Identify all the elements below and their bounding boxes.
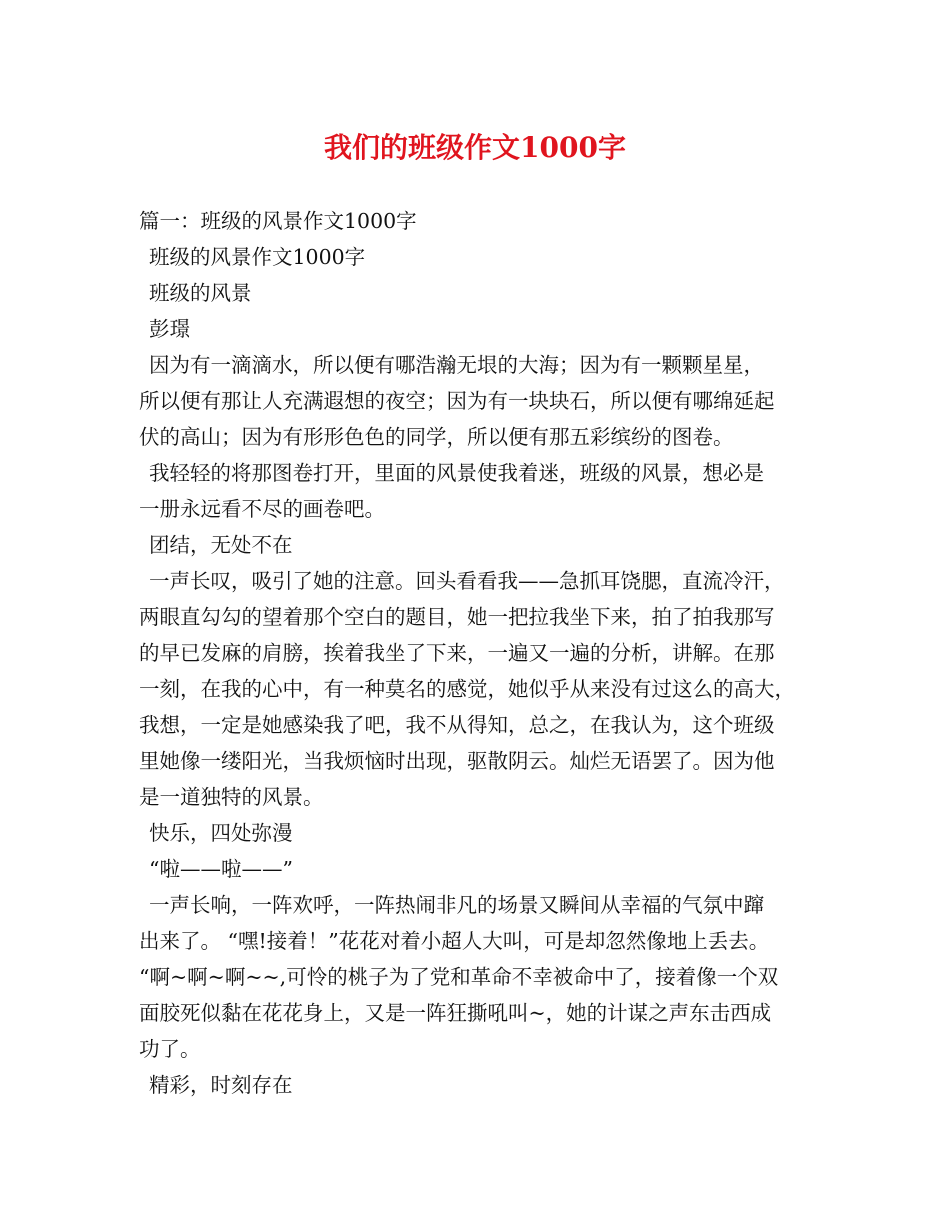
text-line: 的早已发麻的肩膀，挨着我坐了下来，一遍又一遍的分析，讲解。在那 [139,641,775,665]
text-line: 两眼直勾勾的望着那个空白的题目，她一把拉我坐下来，拍了拍我那写 [139,605,775,629]
text-line: 班级的风景作文1000字 [149,245,366,269]
text-line: 一声长叹，吸引了她的注意。回头看看我——急抓耳饶腮，直流冷汗， [149,569,785,593]
text-line: 因为有一滴滴水，所以便有哪浩瀚无垠的大海；因为有一颗颗星星， [149,353,764,377]
text-line: 我轻轻的将那图卷打开，里面的风景使我着迷，班级的风景，想必是 [149,461,764,485]
text-line: 快乐，四处弥漫 [149,821,293,845]
text-line: 一册永远看不尽的画卷吧。 [139,497,385,521]
text-line: 出来了。 “嘿!接着！”花花对着小超人大叫，可是却忽然像地上丢去。 [139,929,770,953]
text-line: 所以便有那让人充满遐想的夜空；因为有一块块石，所以便有哪绵延起 [139,389,775,413]
document-title: 我们的班级作文1000字 [324,131,626,164]
text-line: 篇一：班级的风景作文1000字 [139,209,417,233]
document-body [139,203,829,1103]
text-line: 精彩，时刻存在 [149,1073,293,1097]
text-line: 里她像一缕阳光，当我烦恼时出现，驱散阴云。灿烂无语罢了。因为他 [139,749,775,773]
text-line: 一刻，在我的心中，有一种莫名的感觉，她似乎从来没有过这么的高大， [139,677,795,701]
text-line: 伏的高山；因为有形形色色的同学，所以便有那五彩缤纷的图卷。 [139,425,734,449]
text-line: “啊~啊~啊~~,可怜的桃子为了党和革命不幸被命中了，接着像一个双 [139,965,779,989]
text-line: 团结，无处不在 [149,533,293,557]
text-line: 一声长响，一阵欢呼，一阵热闹非凡的场景又瞬间从幸福的气氛中蹿 [149,893,764,917]
text-line: 彭璟 [149,317,190,341]
text-line: “啦——啦——” [149,857,293,881]
text-line: 我想，一定是她感染我了吧，我不从得知，总之，在我认为，这个班级 [139,713,775,737]
text-line: 是一道独特的风景。 [139,785,324,809]
text-line: 功了。 [139,1037,201,1061]
text-line: 面胶死似黏在花花身上，又是一阵狂撕吼叫~，她的计谋之声东击西成 [139,1001,772,1025]
text-line: 班级的风景 [149,281,252,305]
